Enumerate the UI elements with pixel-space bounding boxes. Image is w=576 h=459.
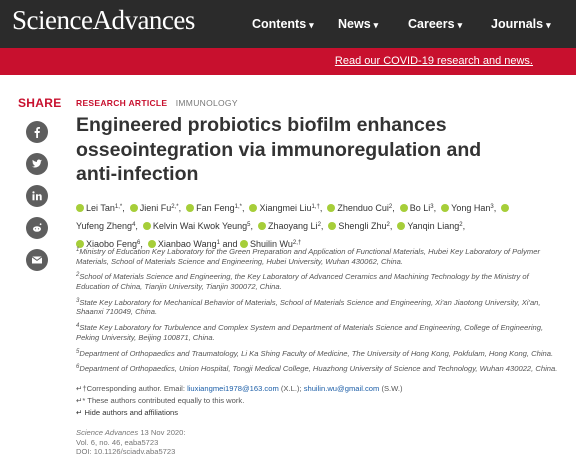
author[interactable]: Yanqin Liang$^2$	[397, 221, 462, 231]
affiliation: $^4$State Key Laboratory for Turbulence and Complex System and Department of Materials Science and Engineering, College of Engineering, Peking University, Beijing 100871, China.	[76, 323, 544, 342]
orcid-icon[interactable]	[327, 204, 335, 212]
journal-name: Science Advances	[76, 428, 139, 437]
nav-news[interactable]: News ▾	[338, 17, 379, 31]
orcid-icon[interactable]	[400, 204, 408, 212]
author[interactable]: Shuilin $Wu^{2,\dagger}$	[240, 239, 301, 249]
hide-authors-link[interactable]: ↵ Hide authors and affiliations	[76, 408, 179, 417]
affiliation: $^6$Department of Orthopaedics, Union Hospital, Tongji Medical College, Huazhong University of Science and Technology, Wuhan 430022, China.	[76, 364, 558, 374]
author[interactable]: Xiaobo Feng$^6$	[76, 239, 140, 249]
share-heading: SHARE	[18, 96, 62, 110]
volume-info: Vol. 6, no. 46, eaba5723	[76, 437, 159, 447]
publication-date: 13 Nov 2020:	[138, 428, 186, 437]
orcid-icon[interactable]	[501, 204, 509, 212]
orcid-icon[interactable]	[441, 204, 449, 212]
orcid-icon[interactable]	[249, 204, 257, 212]
author[interactable]: Zhenduo Cui$^2$	[327, 203, 392, 213]
linkedin-icon[interactable]	[26, 185, 48, 207]
chevron-down-icon: ▾	[457, 20, 463, 30]
article-meta	[76, 98, 238, 108]
article-category[interactable]: IMMUNOLOGY	[175, 98, 238, 108]
science-advances-logo[interactable]: ScienceAdvances	[12, 5, 195, 35]
author[interactable]: Xiangmei Liu$^{1,\dagger}$	[249, 203, 319, 213]
author[interactable]: Kelvin Wai Kwok Yeung$^5$	[143, 221, 251, 231]
orcid-icon[interactable]	[186, 204, 194, 212]
and-word: and	[222, 239, 238, 249]
chevron-down-icon: ▾	[309, 20, 314, 30]
affiliation: $^1$Ministry of Education Key Laboratory for the Green Preparation and Application of Functional Materials, Hubei Key Laboratory of Polymer Materials, School of Materials Science and Engineering, Hubei University, Wuhan 430062, China.	[76, 247, 540, 266]
author[interactable]: Lei Tan$^{1,*}$	[76, 203, 122, 213]
orcid-icon[interactable]	[397, 222, 405, 230]
doi[interactable]: DOI: 10.1126/sciadv.aba5723	[76, 447, 176, 456]
chevron-down-icon: ▾	[373, 20, 379, 30]
author[interactable]: Jieni $Fu^{2,*}$	[130, 203, 179, 213]
reddit-icon[interactable]	[26, 217, 48, 239]
facebook-icon[interactable]	[26, 121, 48, 143]
twitter-icon[interactable]	[26, 153, 48, 175]
covid-banner	[0, 48, 576, 75]
nav-careers[interactable]: Careers ▾	[408, 17, 463, 31]
orcid-icon[interactable]	[143, 222, 151, 230]
author[interactable]: Yufeng Zheng$^4$	[76, 221, 136, 231]
author[interactable]: Yong Han$^3$	[441, 203, 494, 213]
covid-banner-link[interactable]: Read our COVID-19 research and news.	[334, 55, 533, 67]
article-title: Engineered probiotics biofilm enhances osseointegration via immunoregulation and anti-infection	[76, 114, 482, 185]
email-icon[interactable]	[26, 249, 48, 271]
affiliation: $^5$Department of Orthopaedics and Traumatology, Li Ka Shing Faculty of Medicine, The University of Hong Kong, Pokfulam, Hong Kong, China.	[76, 348, 554, 358]
orcid-icon[interactable]	[76, 204, 84, 212]
orcid-icon[interactable]	[328, 222, 336, 230]
author[interactable]: Xianbao Wang$^1$	[157, 239, 220, 249]
citation	[76, 428, 186, 457]
chevron-down-icon: ▾	[546, 20, 551, 30]
nav-contents[interactable]: Contents ▾	[252, 17, 314, 31]
corresponding-author-note: ↵†Corresponding author. Email: liuxiangmei1978@163.com (X.L.); shuilin.wu@gmail.com (S.W.)	[76, 384, 403, 393]
affiliation: $^2$School of Materials Science and Engineering, the Key Laboratory of Advanced Ceramics and Machining Technology by the Ministry of Education of China, Tianjin University, Tianjin 300072, China.	[76, 272, 529, 291]
equal-contribution-note: ↵* These authors contributed equally to this work.	[76, 396, 245, 405]
author-list: Lei Tan$^{1,*}$, Jieni $Fu^{2,*}$, Fan Feng$^{1,*}$, Xiangmei Liu$^{1,\dagger}$, Zhenduo Cui$^2$, Bo Li$^3$, Yong Han$^3$, Yufeng Zheng$^4$, Kelvin Wai Kwok Yeung$^5$, Zhaoyang Li$^2$, Shengli Zhu$^2$, Yanqin Liang$^2$, Xiaobo Feng$^6$, Xianbao Wang$^1$ and Shuilin $Wu^{2,\dagger}$	[76, 199, 536, 253]
author[interactable]: Bo Li$^3$	[400, 203, 434, 213]
article-type: RESEARCH ARTICLE	[76, 98, 168, 108]
affiliation: $^3$State Key Laboratory for Mechanical Behavior of Materials, School of Materials Science and Engineering, Xi'an Jiaotong University, Xi'an, Shaanxi 710049, China.	[76, 297, 541, 317]
email-link[interactable]: liuxiangmei1978@163.com	[187, 384, 279, 393]
orcid-icon[interactable]	[130, 204, 138, 212]
author[interactable]: Zhaoyang Li$^2$	[258, 221, 321, 231]
orcid-icon[interactable]	[258, 222, 266, 230]
affiliations	[76, 246, 558, 379]
nav-journals[interactable]: Journals ▾	[491, 17, 551, 31]
author[interactable]: Shengli Zhu$^2$	[328, 221, 389, 231]
top-navbar	[0, 0, 576, 48]
author-notes	[76, 383, 403, 419]
email-link[interactable]: shuilin.wu@gmail.com	[303, 384, 380, 393]
author[interactable]: Fan Feng$^{1,*}$	[186, 203, 242, 213]
